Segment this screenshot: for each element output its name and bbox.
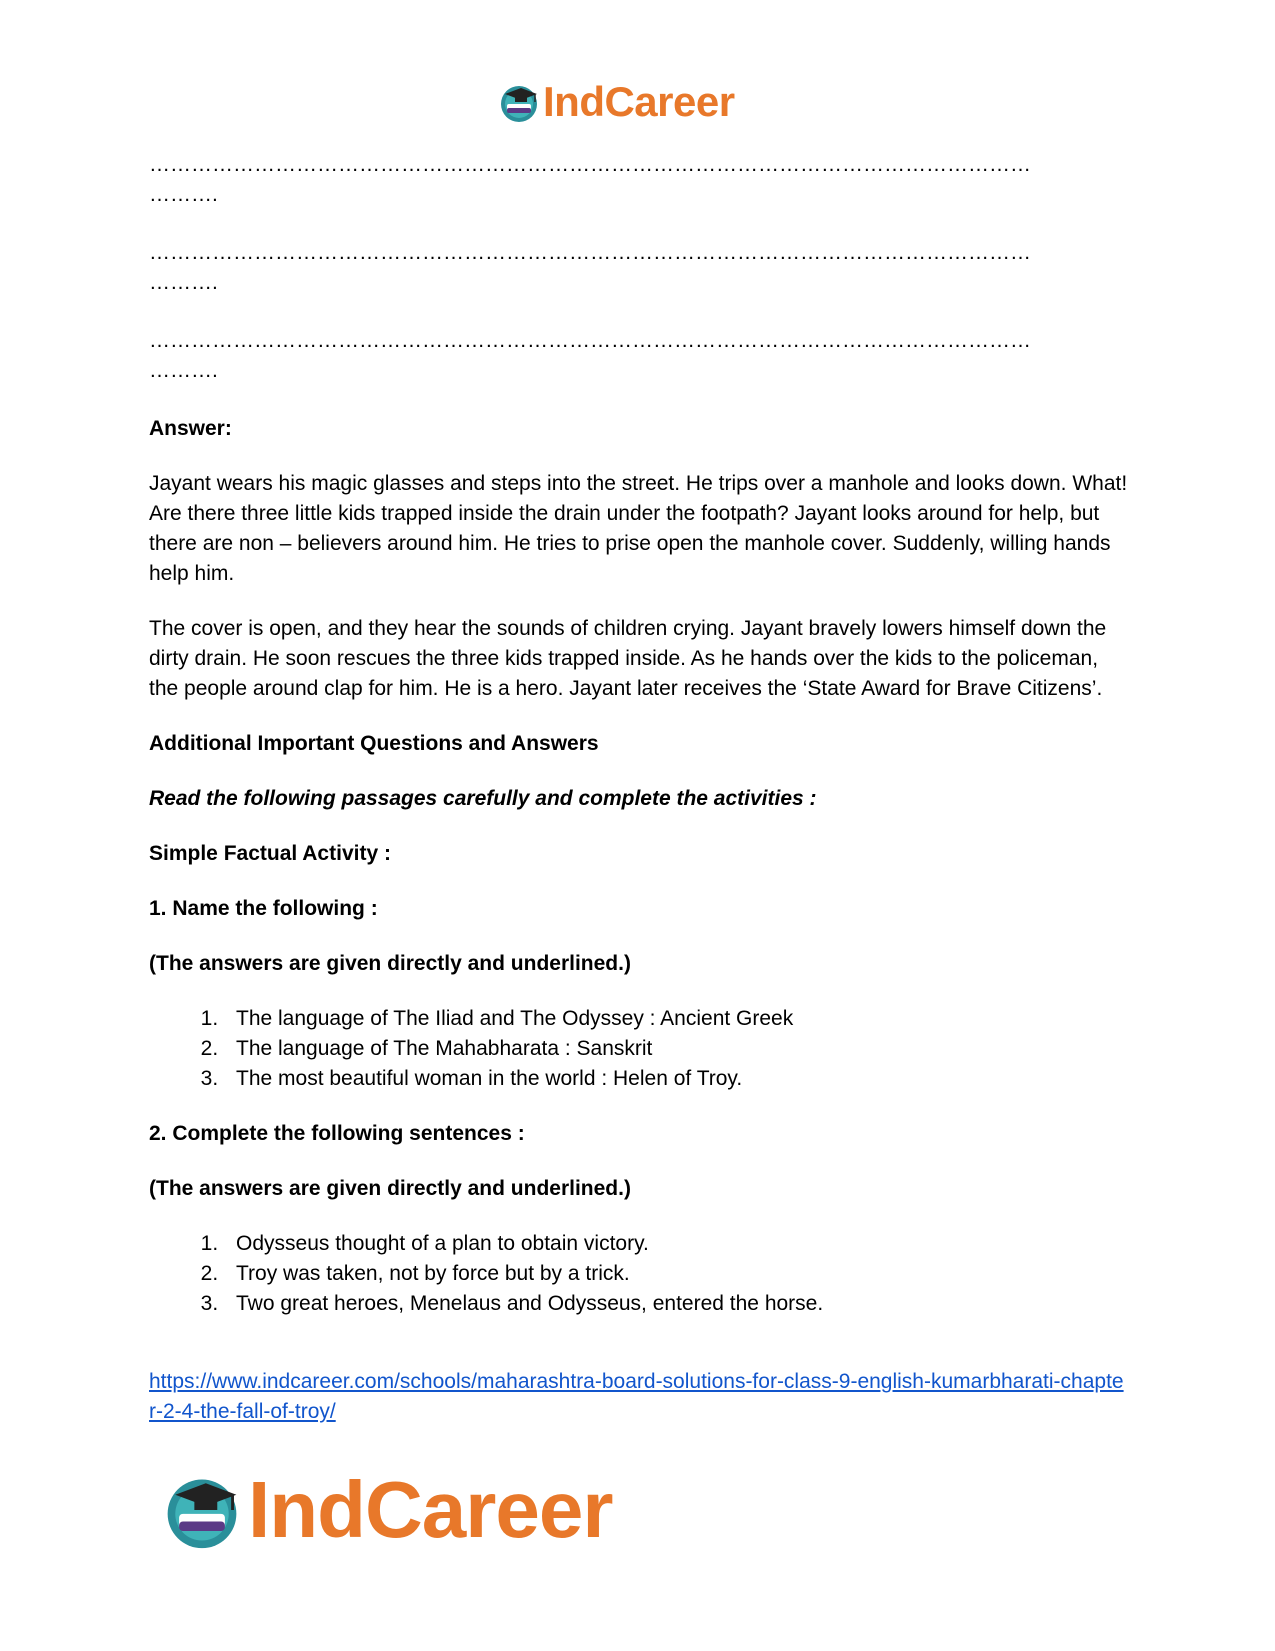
dotted-line-row: ………. (149, 183, 218, 206)
list-item: 2. The language of The Mahabharata : Sanskrit (224, 1034, 1129, 1064)
answer-paragraph: The cover is open, and they hear the sounds of children crying. Jayant bravely lowers himself down the dirty drain. He soon rescues the three kids trapped inside. As he hands over the kids to the policeman, the people around clap for him. He is a hero. Jayant later receives the ‘State Award for Brave Citizens’. (149, 617, 1107, 700)
answer-paragraph: Jayant wears his magic glasses and steps into the street. He trips over a manhole and looks down. What! Are there three little kids trapped inside the drain under the footpath? Jayant looks around for help, but there are non – believers around him. He tries to prise open the manhole cover. Suddenly, willing hands help him. (149, 472, 1128, 585)
section1-note: (The answers are given directly and underlined.) (149, 952, 631, 975)
instruction-text: Read the following passages carefully and complete the activities : (149, 787, 817, 810)
activity-heading: Simple Factual Activity : (149, 842, 391, 865)
dotted-answer-line (149, 150, 1129, 210)
section2-note: (The answers are given directly and underlined.) (149, 1177, 631, 1200)
document-body (149, 150, 1129, 1427)
source-url-link[interactable]: https://www.indcareer.com/schools/maharashtra-board-solutions-for-class-9-english-kumarbharati-chapter-2-4-the-fall-of-troy/ (149, 1370, 1124, 1423)
additional-heading: Additional Important Questions and Answers (149, 732, 599, 755)
section1-title: 1. Name the following : (149, 897, 378, 920)
answer-heading: Answer: (149, 417, 232, 440)
dotted-line-row: ……………………………………………………………………………………………………………… (149, 153, 1031, 176)
dotted-line-row: ………. (149, 271, 218, 294)
header-logo-text: IndCareer (543, 78, 735, 125)
graduation-cap-book-icon (497, 80, 541, 124)
footer-logo-text: IndCareer (248, 1465, 613, 1554)
graduation-cap-book-icon (160, 1468, 244, 1552)
section1-list (149, 1004, 1129, 1094)
list-item: 3. The most beautiful woman in the world : Helen of Troy. (224, 1064, 1129, 1094)
dotted-answer-line (149, 326, 1129, 386)
dotted-line-row: ……………………………………………………………………………………………………………… (149, 241, 1031, 264)
list-item: 2. Troy was taken, not by force but by a trick. (224, 1259, 1129, 1289)
list-item: 1. Odysseus thought of a plan to obtain victory. (224, 1229, 1129, 1259)
section2-title: 2. Complete the following sentences : (149, 1122, 525, 1145)
list-item: 1. The language of The Iliad and The Odyssey : Ancient Greek (224, 1004, 1129, 1034)
dotted-line-row: ……………………………………………………………………………………………………………… (149, 329, 1031, 352)
dotted-line-row: ………. (149, 359, 218, 382)
header-logo (497, 80, 735, 124)
list-item: 3. Two great heroes, Menelaus and Odysseus, entered the horse. (224, 1289, 1129, 1319)
footer-logo (160, 1465, 613, 1554)
section2-list (149, 1229, 1129, 1319)
dotted-answer-line (149, 238, 1129, 298)
